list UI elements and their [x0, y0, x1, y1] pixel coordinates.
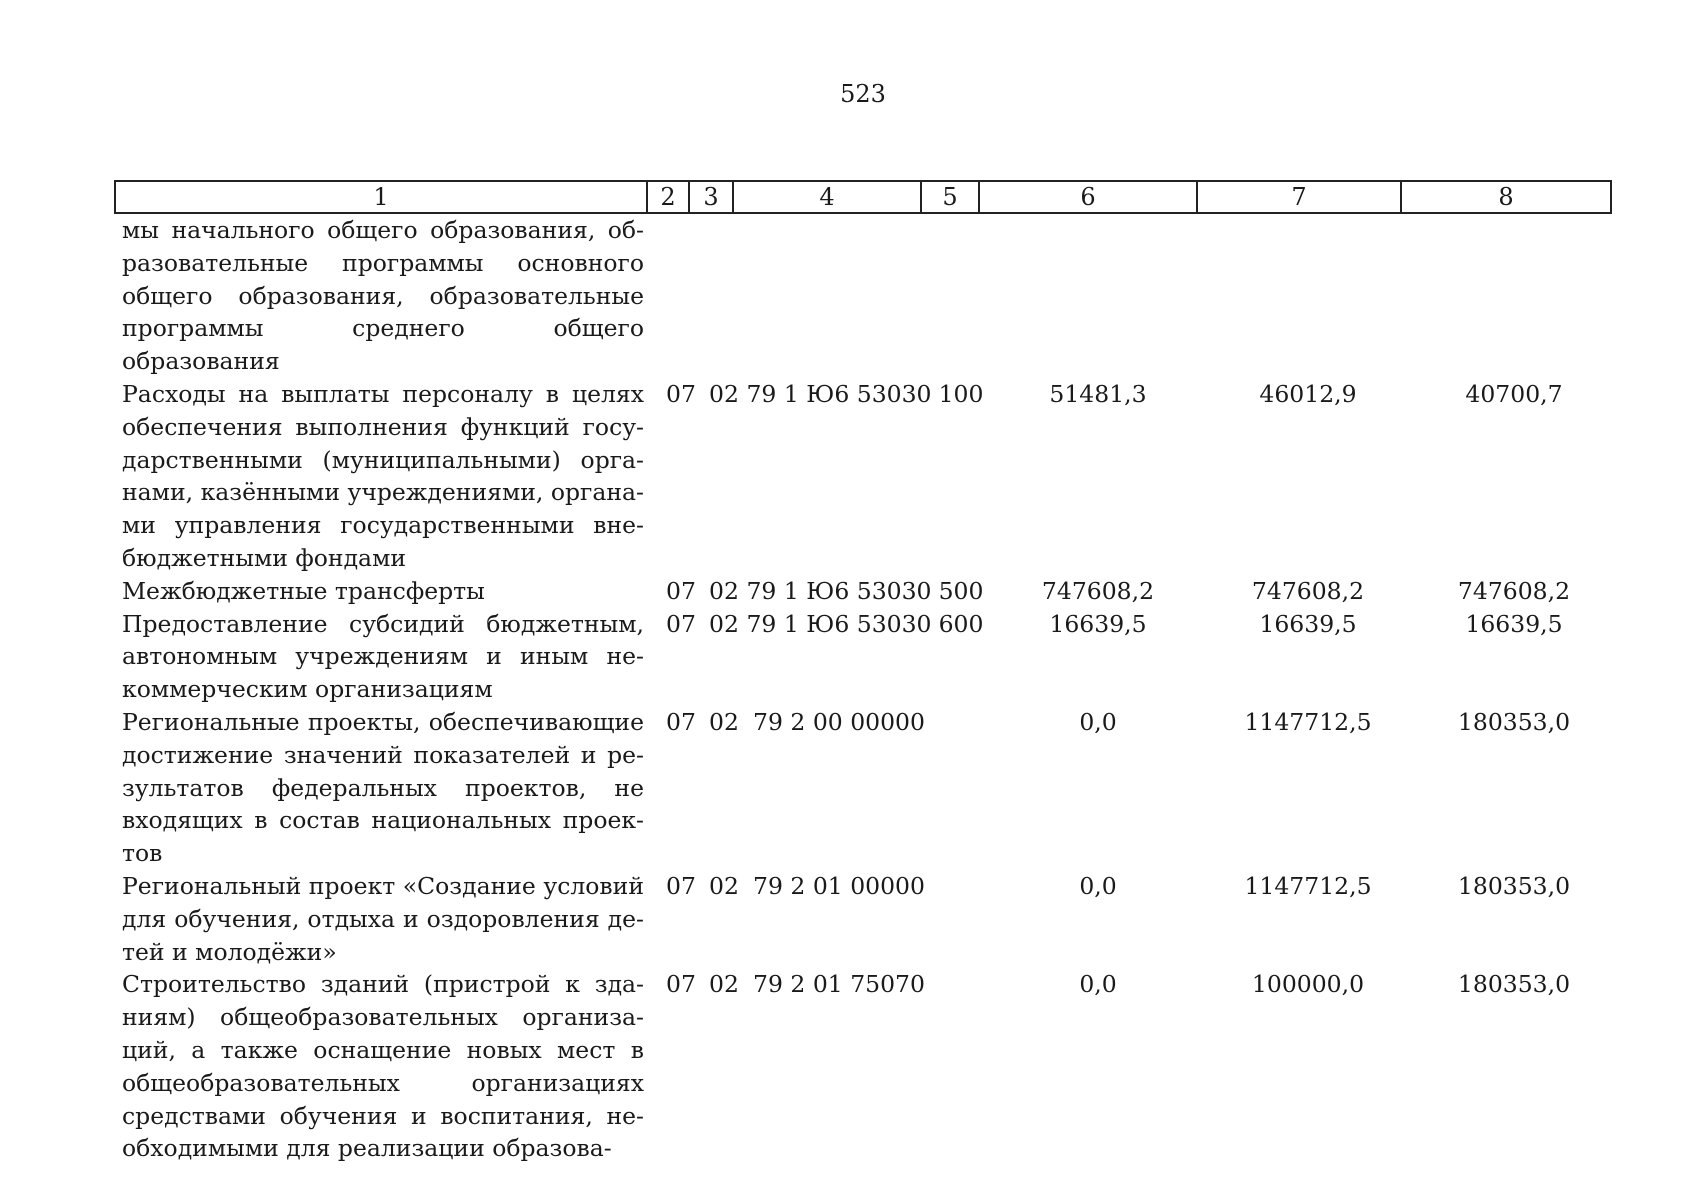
- target-article-code: 79 2 01 00000: [753, 871, 925, 900]
- expense-type-code: 600: [938, 609, 984, 638]
- column-header-2: 2: [647, 181, 689, 213]
- description-line: зультатов федеральных проектов, не: [122, 773, 644, 802]
- table-row: [114, 706, 1618, 870]
- description-line: ций, а также оснащение новых мест в: [122, 1035, 644, 1064]
- description-line: Строительство зданий (пристрой к зда-: [122, 970, 644, 999]
- description-line: бюджетными фондами: [122, 543, 407, 572]
- column-header-5: 5: [921, 181, 979, 213]
- description-line: коммерческим организациям: [122, 675, 493, 704]
- description-line: мы начального общего образования, об-: [122, 216, 644, 244]
- description-line: автономным учреждениям и иным не-: [122, 642, 644, 671]
- table-row: [114, 378, 1618, 575]
- target-article-code: 79 1 Ю6 53030: [746, 576, 932, 605]
- description-line: дарственными (муниципальными) орга-: [122, 445, 644, 474]
- amount-column-8: 180353,0: [1457, 970, 1571, 999]
- description-line: тей и молодёжи»: [122, 937, 337, 966]
- amount-column-6: 0,0: [1079, 707, 1117, 736]
- description-line: тов: [122, 839, 163, 868]
- column-header-table: [114, 180, 1612, 214]
- section-code: 07: [666, 576, 696, 605]
- amount-column-8: 747608,2: [1457, 576, 1571, 605]
- description-line: нами, казёнными учреждениями, органа-: [122, 478, 644, 507]
- target-article-code: 79 1 Ю6 53030: [746, 379, 932, 408]
- description-line: входящих в состав национальных проек-: [122, 806, 644, 835]
- column-header-1: 1: [115, 181, 647, 213]
- column-header-8: 8: [1401, 181, 1611, 213]
- section-code: 07: [666, 707, 696, 736]
- description-line: общеобразовательных организациях: [122, 1068, 644, 1097]
- amount-column-8: 180353,0: [1457, 707, 1571, 736]
- description-line: общего образования, образовательные: [122, 281, 644, 310]
- target-article-code: 79 1 Ю6 53030: [746, 609, 932, 638]
- target-article-code: 79 2 00 00000: [753, 707, 925, 736]
- amount-column-7: 16639,5: [1259, 609, 1357, 638]
- amount-column-6: 747608,2: [1041, 576, 1155, 605]
- description-line: Межбюджетные трансферты: [122, 576, 485, 605]
- row-description: [122, 214, 644, 378]
- table-row: [114, 575, 1618, 608]
- column-header-6: 6: [979, 181, 1197, 213]
- section-code: 07: [666, 970, 696, 999]
- subsection-code: 02: [709, 970, 739, 999]
- table-body: [114, 214, 1618, 1165]
- column-header-row: [115, 181, 1611, 213]
- page-number: 523: [840, 80, 886, 108]
- amount-column-8: 40700,7: [1465, 379, 1563, 408]
- description-line: достижение значений показателей и ре-: [122, 740, 644, 769]
- expense-type-code: 500: [938, 576, 984, 605]
- amount-column-7: 1147712,5: [1244, 707, 1372, 736]
- table-row: [114, 968, 1618, 1165]
- column-header-3: 3: [689, 181, 733, 213]
- amount-column-7: 1147712,5: [1244, 871, 1372, 900]
- description-line: Расходы на выплаты персоналу в целях: [122, 379, 644, 408]
- amount-column-6: 0,0: [1079, 970, 1117, 999]
- table-row: [114, 870, 1618, 968]
- description-line: средствами обучения и воспитания, не-: [122, 1101, 644, 1130]
- amount-column-7: 46012,9: [1259, 379, 1357, 408]
- amount-column-8: 16639,5: [1465, 609, 1563, 638]
- expense-type-code: 100: [938, 379, 984, 408]
- description-line: Предоставление субсидий бюджетным,: [122, 609, 644, 638]
- column-header-4: 4: [733, 181, 921, 213]
- row-description: [122, 706, 644, 870]
- description-line: программы среднего общего образования: [122, 314, 644, 376]
- section-code: 07: [666, 871, 696, 900]
- amount-column-6: 16639,5: [1049, 609, 1147, 638]
- subsection-code: 02: [709, 707, 739, 736]
- description-line: ми управления государственными вне-: [122, 511, 644, 540]
- section-code: 07: [666, 609, 696, 638]
- description-line: разовательные программы основного: [122, 248, 644, 277]
- subsection-code: 02: [709, 576, 739, 605]
- row-description: [122, 870, 644, 968]
- subsection-code: 02: [709, 871, 739, 900]
- description-line: Региональные проекты, обеспечивающие: [122, 707, 644, 736]
- table-row: [114, 608, 1618, 706]
- row-description: [122, 608, 644, 706]
- description-line: для обучения, отдыха и оздоровления де-: [122, 904, 644, 933]
- row-description: [122, 968, 644, 1165]
- amount-column-7: 100000,0: [1251, 970, 1365, 999]
- table-row: [114, 214, 1618, 378]
- description-line: ниям) общеобразовательных организа-: [122, 1003, 644, 1032]
- description-line: Региональный проект «Создание условий: [122, 871, 644, 900]
- subsection-code: 02: [709, 379, 739, 408]
- amount-column-7: 747608,2: [1251, 576, 1365, 605]
- description-line: обеспечения выполнения функций госу-: [122, 412, 644, 441]
- amount-column-6: 0,0: [1079, 871, 1117, 900]
- amount-column-6: 51481,3: [1049, 379, 1147, 408]
- subsection-code: 02: [709, 609, 739, 638]
- target-article-code: 79 2 01 75070: [753, 970, 925, 999]
- section-code: 07: [666, 379, 696, 408]
- column-header-7: 7: [1197, 181, 1401, 213]
- amount-column-8: 180353,0: [1457, 871, 1571, 900]
- description-line: обходимыми для реализации образова-: [122, 1134, 612, 1163]
- row-description: [122, 575, 644, 608]
- row-description: [122, 378, 644, 575]
